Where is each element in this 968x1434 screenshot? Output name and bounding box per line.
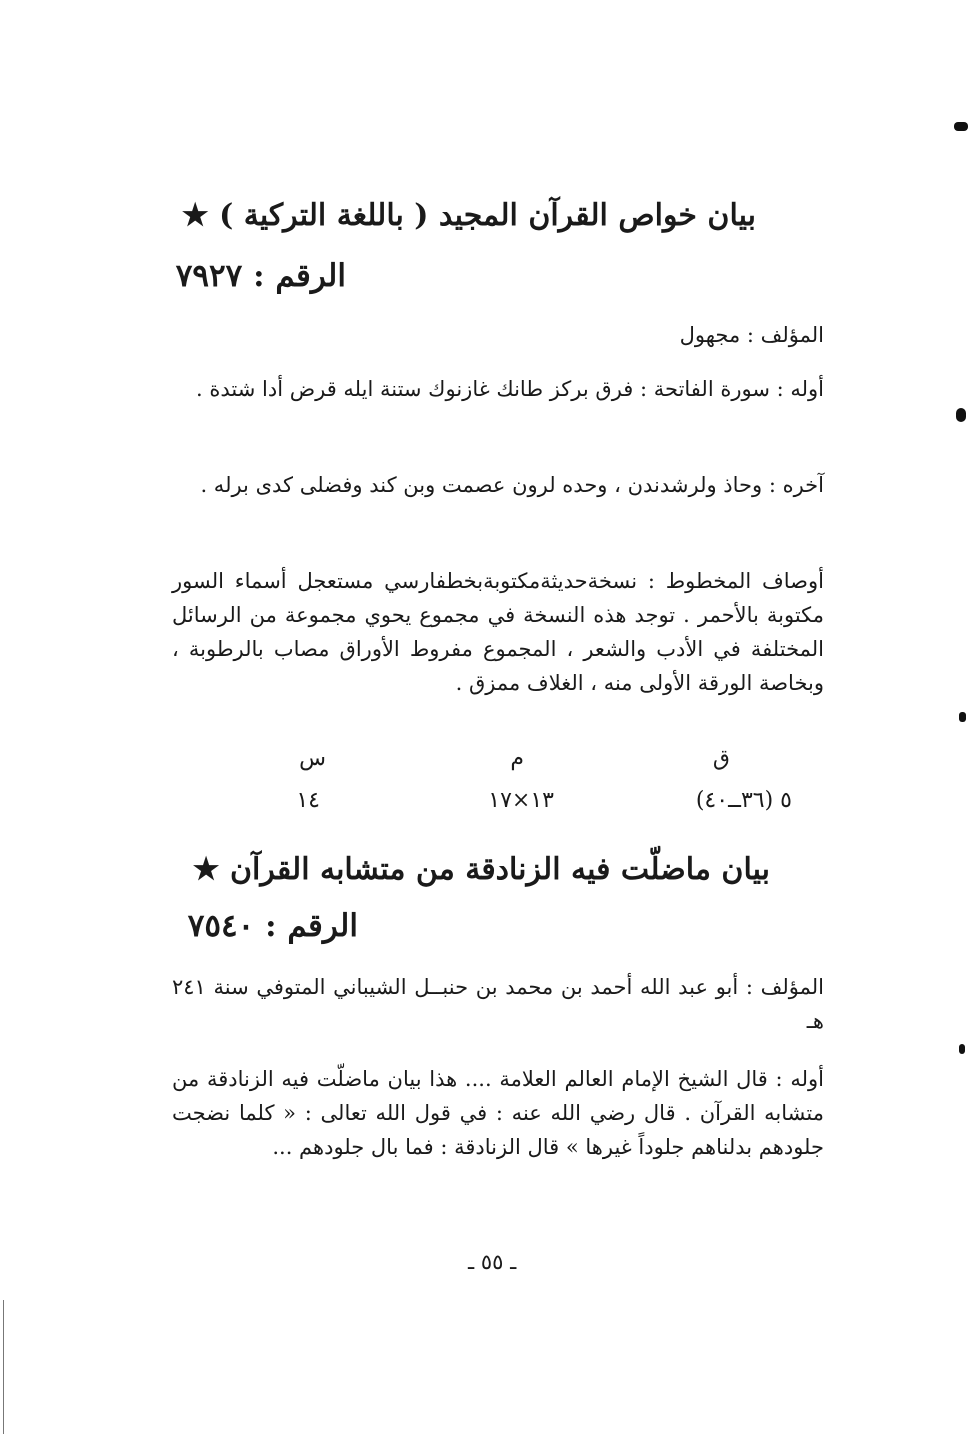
scan-margin-line bbox=[3, 1300, 4, 1434]
scan-edge-mark bbox=[954, 122, 968, 131]
spec-m-label: م bbox=[510, 746, 524, 771]
entry-number-2: الرقم : ٧٥٤٠ bbox=[187, 908, 358, 944]
entry-beginning-1: أوله : سورة الفاتحة : فرق بركز طانك غازنوك ستنة ايله قرض أدا شتدة . bbox=[196, 377, 824, 401]
entry-author-1: المؤلف : مجهول bbox=[679, 323, 824, 347]
spec-q-label: ق bbox=[712, 746, 730, 771]
spec-q-value: ٥ (٣٦ــ٤٠) bbox=[695, 788, 792, 813]
entry-number-1: الرقم : ٧٩٢٧ bbox=[175, 258, 346, 294]
scan-edge-mark bbox=[959, 1044, 965, 1054]
scan-edge-mark bbox=[956, 408, 966, 422]
spec-s-value: ١٤ bbox=[296, 788, 320, 813]
spec-s-label: س bbox=[299, 746, 326, 771]
entry-description-1: أوصاف المخطوط : نسخةحديثةمكتوبةبخطفارسي مستعجل أسماء السور مكتوبة بالأحمر . توجد هذه النسخة في مجموع يحوي مجموعة من الرسائل المختلفة في الأدب والشعر ، المجموع مفروط الأوراق مصاب بالرطوبة ، وبخاصة الورقة الأولى منه ، الغلاف ممزق . bbox=[172, 569, 824, 695]
entry-beginning-2: أوله : قال الشيخ الإمام العالم العلامة .... هذا بيان ماضلّت فيه الزنادقة من متشابه القرآن . قال رضي الله عنه : في قول الله تعالى : « كلما نضجت جلودهم بدلناهم جلوداً غيرها » قال الزنادقة : فما بال جلودهم ... bbox=[172, 1067, 824, 1159]
scan-edge-mark bbox=[959, 712, 966, 722]
spec-m-value: ١٣×١٧ bbox=[488, 788, 554, 813]
page-number: ـ ٥٥ ـ bbox=[468, 1250, 517, 1274]
entry-author-2: المؤلف : أبو عبد الله أحمد بن محمد بن حنبــل الشيباني المتوفي سنة ٢٤١ هـ bbox=[172, 975, 824, 1033]
entry-title-2: بيان ماضلّت فيه الزنادقة من متشابه القرآن ★ bbox=[192, 852, 770, 887]
entry-ending-1: آخره : وحاذ ولرشدندن ، وحده لرون عصمت وبن كند وفضلى كدى برله . bbox=[200, 473, 824, 497]
entry-title-1: بيان خواص القرآن المجيد ( باللغة التركية ) ★ bbox=[181, 198, 756, 233]
